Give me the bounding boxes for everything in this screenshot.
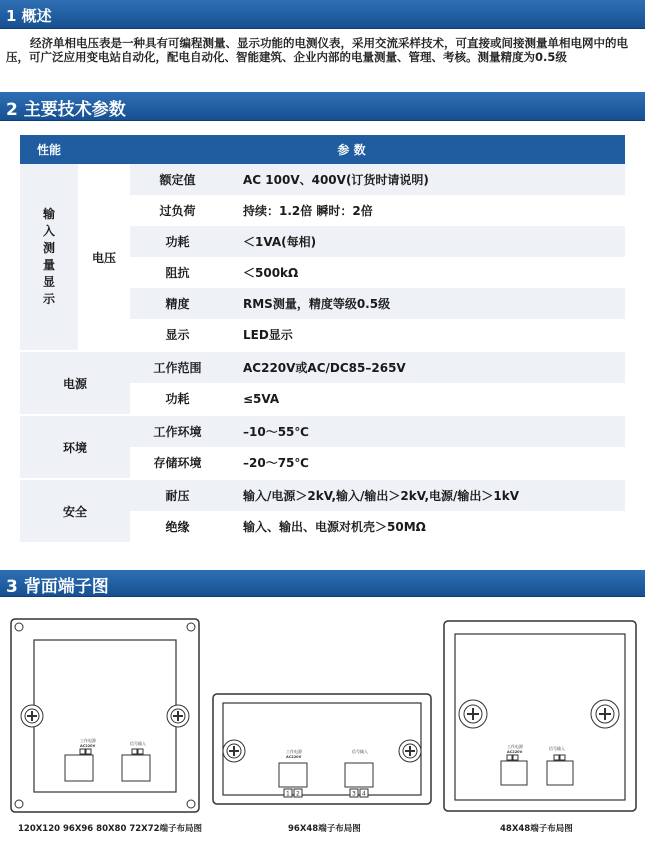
category-input-measure-display (20, 164, 78, 350)
category-power: 电源 (20, 350, 130, 414)
screw-icon (459, 700, 487, 728)
subcategory-voltage: 电压 (91, 250, 116, 265)
power-label: 工作电源 (80, 738, 96, 743)
power-sub-label: AC220V (80, 744, 96, 748)
param-name: 功耗 (165, 392, 190, 406)
screw-icon (399, 740, 421, 762)
signal-label: 信号输入 (130, 741, 146, 746)
param-name: 阻抗 (165, 266, 190, 280)
terminal-block-power (65, 755, 93, 781)
signal-label: 信号输入 (549, 746, 565, 751)
param-value: LED显示 (243, 328, 293, 342)
power-sub-label: AC220V (286, 755, 302, 759)
param-value: ＜1VA(每相) (225, 226, 625, 257)
param-name: 额定值 (130, 164, 225, 195)
signal-label: 信号输入 (352, 749, 368, 754)
param-value: –10～55℃ (225, 414, 625, 447)
param-value: ≤5VA (243, 391, 280, 406)
power-sub-label: AC220V (507, 750, 523, 754)
param-value: AC 100V、400V(订货时请说明) (225, 164, 625, 195)
param-value: –20～75℃ (243, 456, 309, 470)
caption-large: 120X120 96X96 80X80 72X72端子布局图 (18, 824, 203, 834)
category-safety: 安全 (20, 478, 130, 542)
param-name: 耐压 (130, 478, 225, 511)
table-row (20, 414, 625, 447)
param-name: 存储环境 (153, 456, 202, 470)
power-label: 工作电源 (507, 744, 523, 749)
param-name: 显示 (165, 328, 190, 342)
table-row (20, 478, 625, 511)
section-1-title: 1 概述 (6, 7, 52, 25)
category-label: 输入测量显示 (42, 207, 55, 306)
param-value: 输入、输出、电源对机壳＞50MΩ (243, 520, 426, 534)
overview-paragraph: 经济单相电压表是一种具有可编程测量、显示功能的电测仪表，采用交流采样技术，可直接或间接测量单相电网中的电压，可广泛应用变电站自动化，配电自动化、智能建筑、企业内部的电量测量、管理、考核。测量精度为0.5级 (6, 36, 628, 64)
category-environment: 环境 (20, 414, 130, 478)
param-value: 持续：1.2倍 瞬时：2倍 (243, 204, 373, 218)
terminal-diagram-mid (212, 693, 432, 805)
terminal-diagram-small (443, 620, 637, 812)
table-row (20, 350, 625, 383)
param-name: 过负荷 (159, 204, 196, 218)
section-3-header (0, 570, 645, 596)
table-row (20, 164, 625, 195)
terminal-block-power (501, 761, 527, 785)
param-value: 输入/电源＞2kV,输入/输出＞2kV,电源/输出＞1kV (225, 478, 625, 511)
param-name: 工作环境 (130, 414, 225, 447)
param-name: 功耗 (130, 226, 225, 257)
pin-number: 1 (286, 790, 290, 798)
pin-number: 3 (352, 790, 356, 798)
param-name: 绝缘 (165, 520, 190, 534)
terminal-block-signal (345, 763, 373, 787)
perf-header: 性能 (20, 135, 78, 164)
caption-small: 48X48端子布局图 (500, 824, 573, 834)
pin-number: 2 (296, 790, 300, 798)
param-value: ＜500kΩ (243, 266, 299, 280)
terminal-block-power (279, 763, 307, 787)
caption-mid: 96X48端子布局图 (288, 824, 361, 834)
section-2-header (0, 92, 645, 120)
terminal-block-signal (547, 761, 573, 785)
terminal-block-signal (122, 755, 150, 781)
spec-table-header (20, 135, 625, 164)
param-name: 精度 (130, 288, 225, 319)
section-2-title: 2 主要技术参数 (6, 100, 126, 120)
param-value: AC220V或AC/DC85–265V (225, 350, 625, 383)
param-name: 工作范围 (130, 350, 225, 383)
param-value: RMS测量，精度等级0.5级 (225, 288, 625, 319)
screw-icon (591, 700, 619, 728)
section-3-title: 3 背面端子图 (6, 577, 109, 597)
pin-number: 4 (362, 790, 366, 798)
screw-icon (167, 705, 189, 727)
terminal-diagram-large (10, 618, 200, 813)
params-header: 参 数 (78, 135, 625, 164)
power-label: 工作电源 (286, 749, 302, 754)
screw-icon (21, 705, 43, 727)
spec-table (20, 135, 625, 542)
section-1-header (0, 0, 645, 28)
screw-icon (223, 740, 245, 762)
